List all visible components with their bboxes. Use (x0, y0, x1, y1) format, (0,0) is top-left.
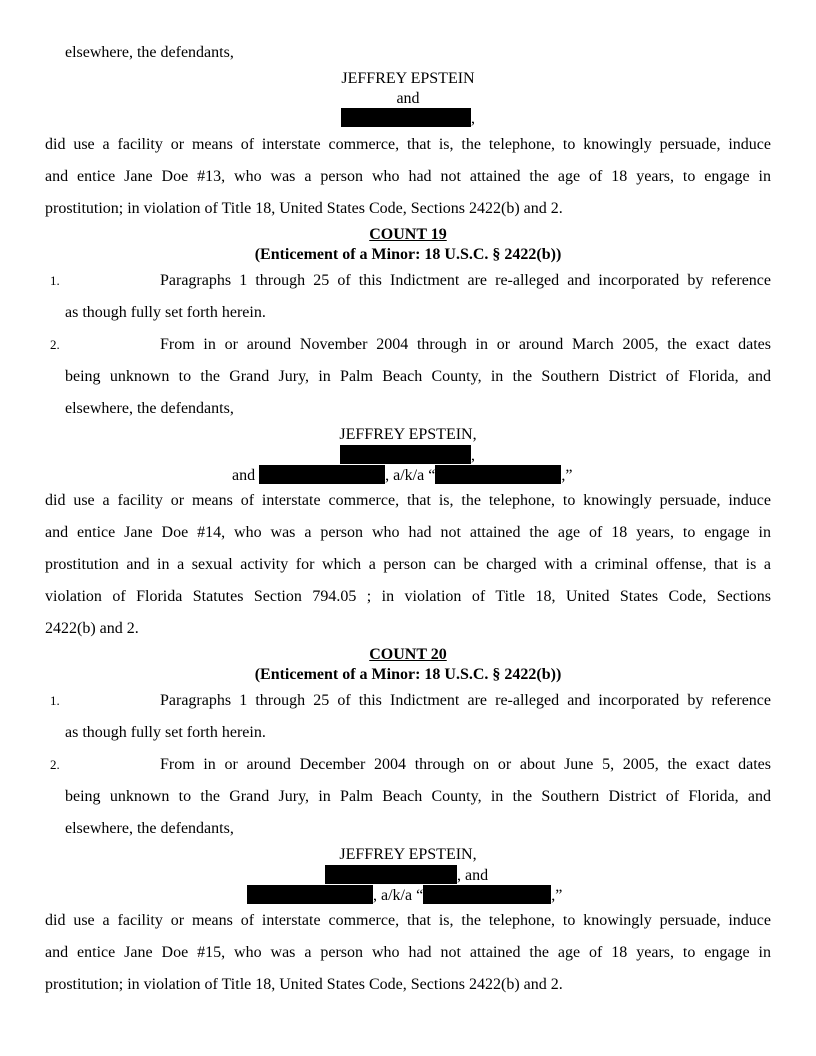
body-line: 2422(b) and 2. (45, 620, 139, 637)
body-line: prostitution and in a sexual activity for which a person can be charged with a criminal offense, that is a (45, 556, 771, 573)
redaction-block (341, 108, 471, 127)
paragraph-1-first-line: Paragraphs 1 through 25 of this Indictment are re-alleged and incorporated by reference (160, 272, 771, 289)
defendant-name: JEFFREY EPSTEIN (341, 70, 475, 87)
body-line: did use a facility or means of interstate commerce, that is, the telephone, to knowingly persuade, induce (45, 492, 771, 509)
redaction-block (435, 465, 561, 484)
body-line: did use a facility or means of interstate commerce, that is, the telephone, to knowingly persuade, induce (45, 912, 771, 929)
paragraph-2-line: elsewhere, the defendants, (65, 400, 234, 417)
paragraph-2-first-line: From in or around November 2004 through in or around March 2005, the exact dates (160, 336, 771, 353)
paragraph-2-line: being unknown to the Grand Jury, in Palm Beach County, in the Southern District of Florida, and (65, 368, 771, 385)
paragraph-1-rest: as though fully set forth herein. (65, 304, 266, 321)
and-connector: and (396, 90, 420, 107)
redaction-block (259, 465, 385, 484)
paragraph-1-rest: as though fully set forth herein. (65, 724, 266, 741)
body-line: prostitution; in violation of Title 18, United States Code, Sections 2422(b) and 2. (45, 200, 563, 217)
paragraph-number: 2. (50, 337, 60, 352)
redaction-block (423, 885, 551, 904)
redacted-defendant-line: , (340, 445, 475, 466)
paragraph-number: 1. (50, 273, 60, 288)
paragraph-number: 1. (50, 693, 60, 708)
paragraph-number: 2. (50, 757, 60, 772)
body-line: violation of Florida Statutes Section 794.05 ; in violation of Title 18, United States Code, Sections (45, 588, 771, 605)
body-line: did use a facility or means of interstate commerce, that is, the telephone, to knowingly persuade, induce (45, 136, 771, 153)
body-line: and entice Jane Doe #15, who was a person who had not attained the age of 18 years, to engage in (45, 944, 771, 961)
defendant-name: JEFFREY EPSTEIN, (339, 846, 477, 863)
paragraph-2-first-line: From in or around December 2004 through on or about June 5, 2005, the exact dates (160, 756, 771, 773)
count-20-heading: COUNT 20 (369, 646, 447, 663)
redacted-alias-line: , a/k/a “ ,” (247, 885, 562, 906)
count-19-heading: COUNT 19 (369, 226, 447, 243)
redacted-defendant-line: , and (325, 865, 488, 886)
defendant-name: JEFFREY EPSTEIN, (339, 426, 477, 443)
paragraph-1-first-line: Paragraphs 1 through 25 of this Indictment are re-alleged and incorporated by reference (160, 692, 771, 709)
body-line: and entice Jane Doe #13, who was a person who had not attained the age of 18 years, to engage in (45, 168, 771, 185)
paragraph-2-line: elsewhere, the defendants, (65, 820, 234, 837)
redaction-block (325, 865, 457, 884)
redacted-defendant-line: , (0, 108, 816, 129)
count-19-subheading: (Enticement of a Minor: 18 U.S.C. § 2422(b)) (254, 246, 562, 263)
top-elsewhere-line: elsewhere, the defendants, (65, 44, 234, 61)
redaction-block (247, 885, 373, 904)
redacted-alias-line: and , a/k/a “ ,” (232, 467, 573, 484)
paragraph-2-line: being unknown to the Grand Jury, in Palm Beach County, in the Southern District of Florida, and (65, 788, 771, 805)
redaction-block (340, 445, 471, 464)
body-line: and entice Jane Doe #14, who was a person who had not attained the age of 18 years, to engage in (45, 524, 771, 541)
count-20-subheading: (Enticement of a Minor: 18 U.S.C. § 2422(b)) (254, 666, 562, 683)
body-line: prostitution; in violation of Title 18, United States Code, Sections 2422(b) and 2. (45, 976, 563, 993)
